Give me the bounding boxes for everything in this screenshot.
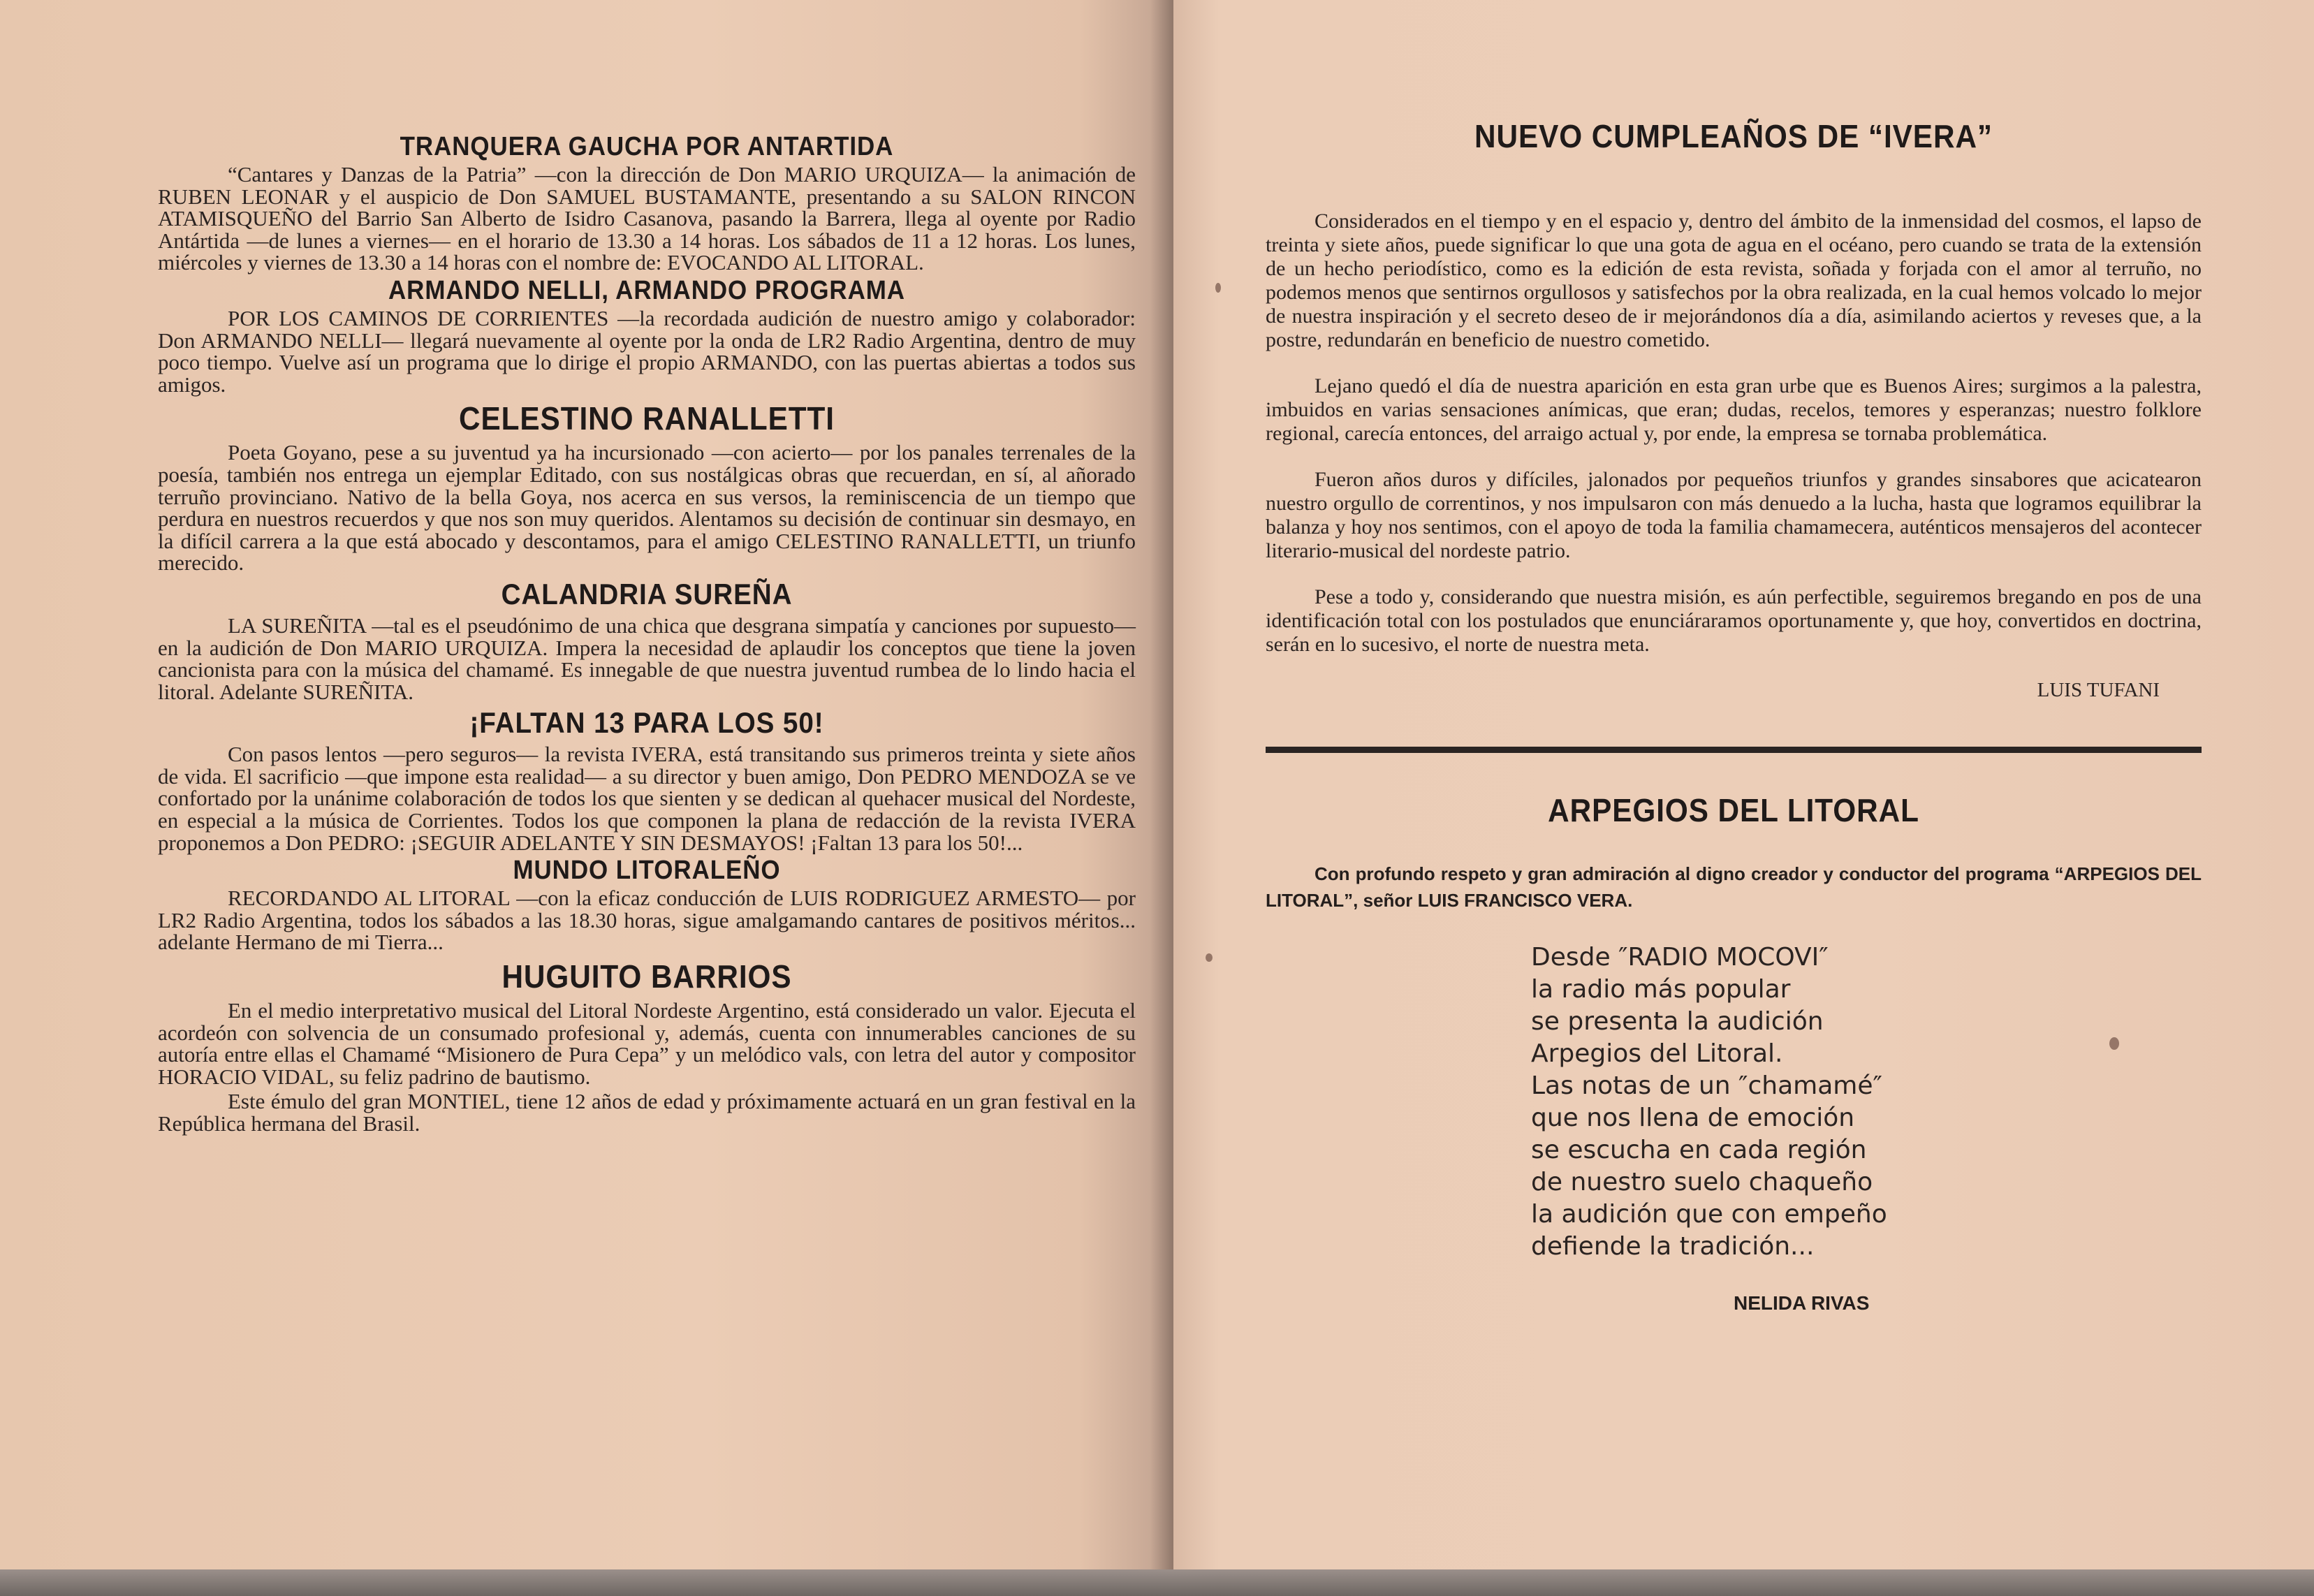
article-headline: CALANDRIA SUREÑA	[501, 577, 793, 610]
ink-speck	[1206, 953, 1213, 962]
article-faltan-13	[158, 703, 1136, 854]
editorial-paragraph: Pese a todo y, considerando que nuestra misión, es aún perfectible, seguiremos bregando en pos de una identificación total con los postulados que enunciáraramos oportunamente y, que hoy, convertidos en doctrina, serán en lo sucesivo, el norte de nuestra meta.	[1266, 585, 2202, 656]
article-calandria-surena	[158, 574, 1136, 703]
section-divider	[1266, 747, 2202, 753]
editorial-paragraph: Fueron años duros y difíciles, jalonados por pequeños triunfos y grandes sinsabores que acicatearon nuestro orgullo de correntinos, y nos impulsaron con más denuedo a la lucha, hasta que logramos equilibrar la balanza y hoy nos sentimos, con el apoyo de toda la familia chamamecera, auténticos mensajeros del acontecer literario-musical del nordeste patrio.	[1266, 468, 2202, 562]
article-paragraph: POR LOS CAMINOS DE CORRIENTES —la recordada audición de nuestro amigo y colaborador: Don ARMANDO NELLI— llegará nuevamente al oyente por la onda de LR2 Radio Argentina, dentro de muy poco tiempo. Vuelve así un programa que lo dirige el propio ARMANDO, con las puertas abiertas a todos sus amigos.	[158, 305, 1136, 397]
poem-line: la audición que con empeño	[1531, 1200, 1887, 1229]
poem	[1531, 942, 2202, 1263]
editorial-section	[1266, 112, 2202, 702]
article-huguito-barrios	[158, 953, 1136, 1135]
article-paragraph: En el medio interpretativo musical del Litoral Nordeste Argentino, está considerado un valor. Ejecuta el acordeón con solvencia de un consumado profesional y, además, cuenta con innumerables canciones de su autoría entre ellas el Chamamé “Misionero de Pura Cepa” y un melódico vals, con letra del autor y compositor HORACIO VIDAL, su feliz padrino de bautismo.	[158, 998, 1136, 1089]
poem-line: la radio más popular	[1531, 975, 1791, 1004]
article-headline: HUGUITO BARRIOS	[501, 958, 792, 995]
article-mundo-litoraleno	[158, 854, 1136, 953]
poem-line: se presenta la audición	[1531, 1007, 1824, 1036]
poem-line: Las notas de un ″chamamé″	[1531, 1071, 1882, 1100]
tribute-headline: ARPEGIOS DEL LITORAL	[1548, 792, 1919, 828]
article-celestino-ranalletti	[158, 395, 1136, 574]
article-headline: ¡FALTAN 13 PARA LOS 50!	[469, 706, 824, 740]
poem-line: se escucha en cada región	[1531, 1136, 1867, 1164]
article-paragraph: LA SUREÑITA —tal es el pseudónimo de una chica que desgrana simpatía y canciones por supuesto— en la audición de Don MARIO URQUIZA. Impera la necesidad de aplaudir los conceptos que tiene la joven cancionista para con la música del chamamé. Es innegable de que nuestra juventud rumbea de lo lindo hacia el litoral. Adelante SUREÑITA.	[158, 613, 1136, 704]
article-tranquera-gaucha	[158, 130, 1136, 274]
left-page-column	[158, 130, 1136, 1135]
ink-speck	[1215, 283, 1221, 293]
poem-line: Desde ″RADIO MOCOVI″	[1531, 943, 1829, 972]
ink-speck	[2109, 1037, 2119, 1050]
article-headline: CELESTINO RANALLETTI	[459, 400, 835, 437]
poem-author: NELIDA RIVAS	[1734, 1292, 1870, 1314]
article-paragraph: Este émulo del gran MONTIEL, tiene 12 años de edad y próximamente actuará en un gran festival en la República hermana del Brasil.	[158, 1089, 1136, 1136]
article-headline: ARMANDO NELLI, ARMANDO PROGRAMA	[388, 275, 905, 305]
editorial-paragraph: Considerados en el tiempo y en el espacio y, dentro del ámbito de la inmensidad del cosmos, el lapso de treinta y siete años, puede significar lo que una gota de agua en el océano, pero cuando se trata de la extensión de un hecho periodístico, como es la edición de esta revista, soñada y forjada con el amor al terruño, no podemos menos que sentirnos orgullosos y satisfechos por la obra realizada, en la cual hemos volcado lo mejor de nuestra inspiración y el secreto deseo de ir mejorándonos día a día, asimilando aciertos y reveses que, a la postre, redundarán en beneficio de nuestro cometido.	[1266, 210, 2202, 351]
article-paragraph: RECORDANDO AL LITORAL —con la eficaz conducción de LUIS RODRIGUEZ ARMESTO— por LR2 Radio Argentina, todos los sábados a las 18.30 horas, sigue amalgamando cantares de positivos méritos... adelante Hermano de mi Tierra...	[158, 886, 1136, 955]
article-headline: MUNDO LITORALEÑO	[513, 856, 781, 886]
article-paragraph: “Cantares y Danzas de la Patria” —con la dirección de Don MARIO URQUIZA— la animación de RUBEN LEONAR y el auspicio de Don SAMUEL BUSTAMANTE, presentando a su SALON RINCON ATAMISQUEÑO del Barrio San Alberto de Isidro Casanova, pasando la Barrera, llega al oyente por Radio Antártida —de lunes a viernes— en el horario de 13.30 a 14 horas. Los sábados de 11 a 12 horas. Los lunes, miércoles y viernes de 13.30 a 14 horas con el nombre de: EVOCANDO AL LITORAL.	[158, 162, 1136, 275]
article-headline: TRANQUERA GAUCHA POR ANTARTIDA	[400, 132, 894, 161]
editorial-paragraph: Lejano quedó el día de nuestra aparición en esta gran urbe que es Buenos Aires; surgimos a la palestra, imbuidos en varias sensaciones anímicas, que eran; dudas, recelos, temores y esperanzas; nuestro folklore regional, carecía entonces, del arraigo actual y, por ende, la empresa se tornaba problemática.	[1266, 374, 2202, 445]
poem-line: que nos llena de emoción	[1531, 1104, 1855, 1132]
tribute-section	[1266, 789, 2202, 1315]
right-page-column	[1266, 112, 2202, 1315]
editorial-signature: LUIS TUFANI	[2037, 679, 2160, 701]
poem-line: Arpegios del Litoral.	[1531, 1039, 1783, 1068]
left-page	[0, 0, 1173, 1569]
article-armando-nelli	[158, 274, 1136, 395]
right-page	[1173, 0, 2314, 1569]
article-paragraph: Con pasos lentos —pero seguros— la revista IVERA, está transitando sus primeros treinta y siete años de vida. El sacrificio —que impone esta realidad— a su director y buen amigo, Don PEDRO MENDOZA se ve confortado por la unánime colaboración de todos los que sienten y se dedican al quehacer musical del Nordeste, en especial a la música de Corrientes. Todos los que componen la plana de redacción de la revista IVERA proponemos a Don PEDRO: ¡SEGUIR ADELANTE Y SIN DESMAYOS! ¡Faltan 13 para los 50!...	[158, 742, 1136, 855]
poem-line: de nuestro suelo chaqueño	[1531, 1168, 1873, 1196]
poem-line: defiende la tradición...	[1531, 1232, 1815, 1261]
tribute-dedication: Con profundo respeto y gran admiración al digno creador y conductor del programa “ARPEGIOS DEL LITORAL”, señor LUIS FRANCISCO VERA.	[1266, 863, 2202, 911]
scan-bottom-edge	[0, 1569, 2314, 1596]
editorial-headline: NUEVO CUMPLEAÑOS DE “IVERA”	[1474, 118, 1993, 154]
article-paragraph: Poeta Goyano, pese a su juventud ya ha incursionado —con acierto— por los panales terrenales de la poesía, también nos entrega un ejemplar Editado, con sus nostálgicas obras que recuerdan, en sí, al añorado terruño provinciano. Nativo de la bella Goya, nos acerca en sus versos, la reminiscencia de un tiempo que perdura en nuestros recuerdos y que nos son muy queridos. Alentamos su decisión de continuar sin desmayo, en la difícil carrera a la que está abocado y descontamos, para el amigo CELESTINO RANALLETTI, un triunfo merecido.	[158, 440, 1136, 576]
